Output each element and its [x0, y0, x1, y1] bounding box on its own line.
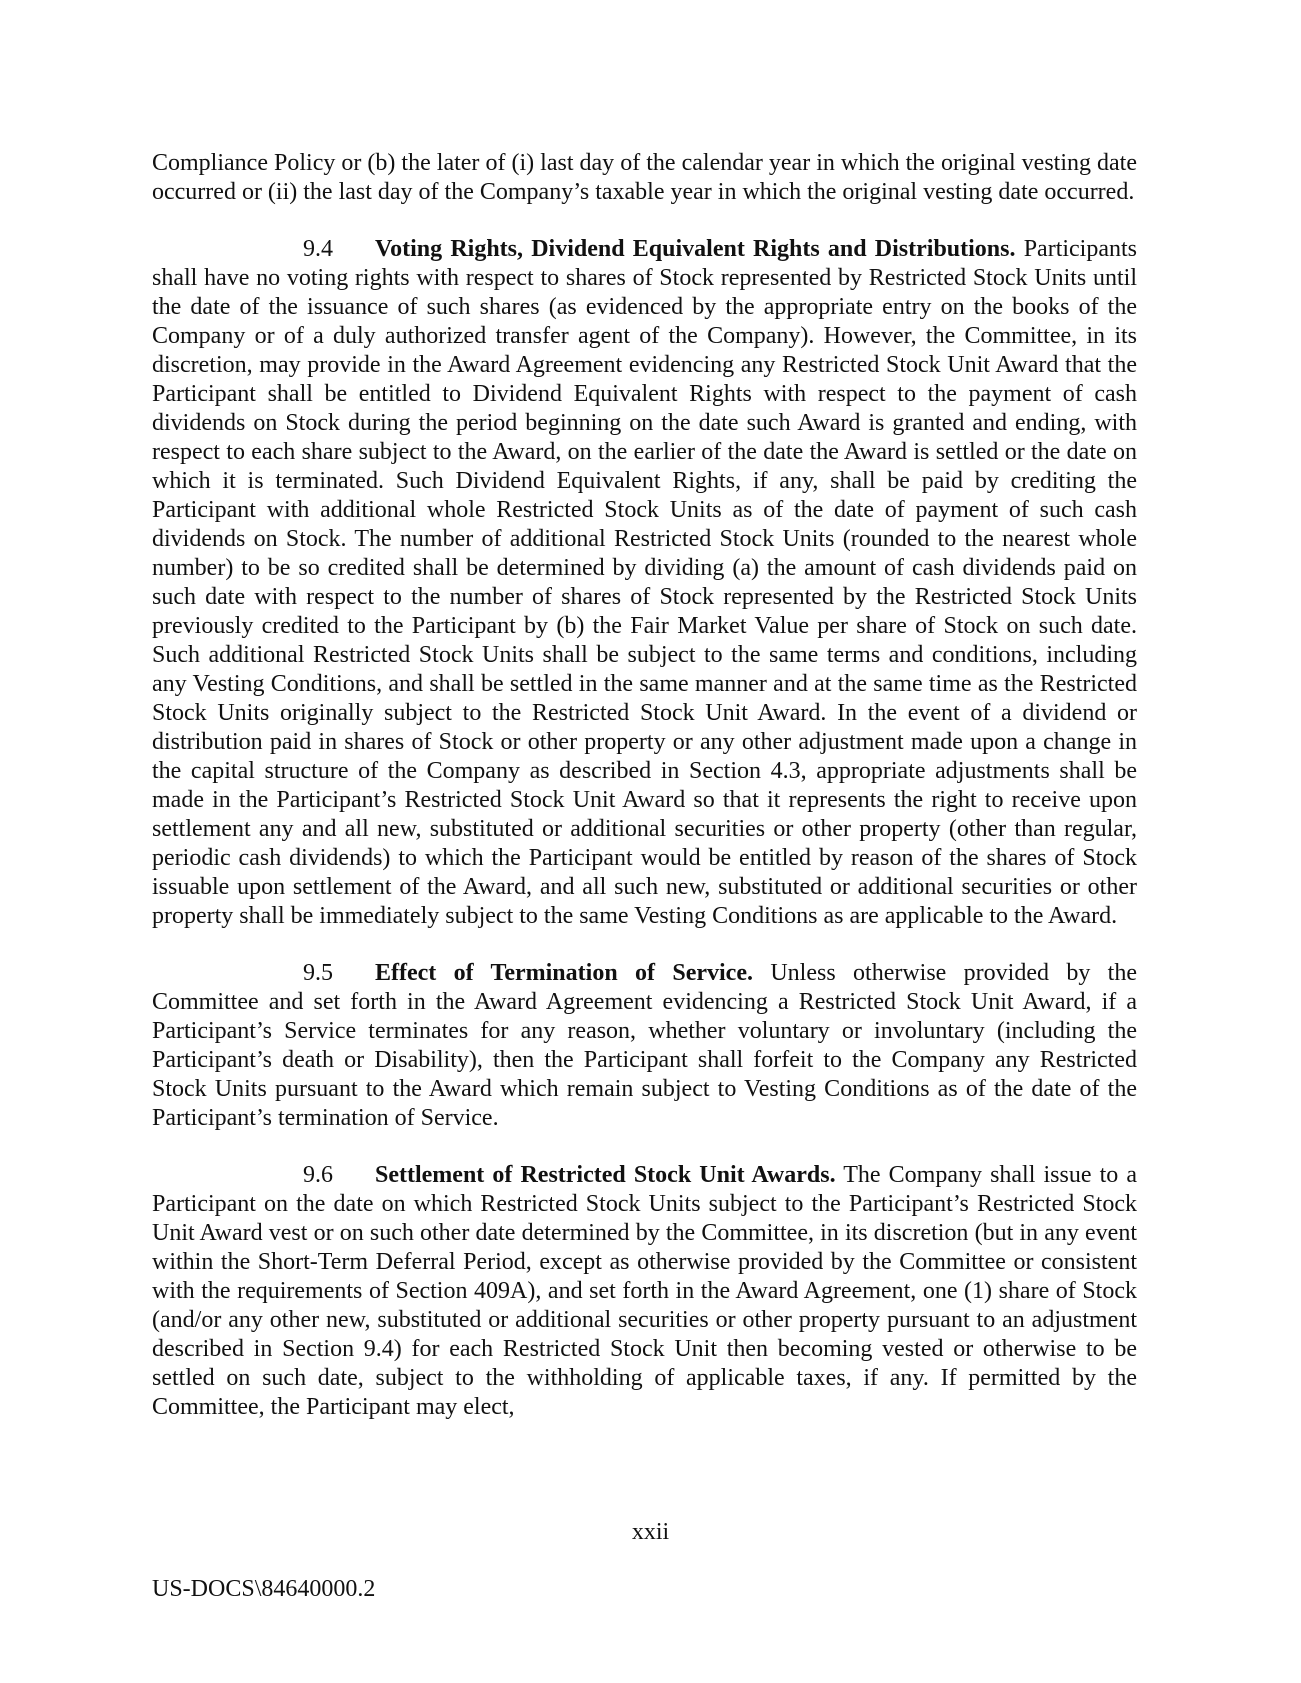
- section-number: 9.5: [303, 960, 333, 986]
- section-heading: Effect of Termination of Service.: [375, 960, 753, 986]
- section-9-6: [152, 1161, 1137, 1422]
- document-id-footer: US-DOCS\84640000.2: [152, 1576, 376, 1602]
- page-number: xxii: [631, 1519, 670, 1545]
- section-text: Unless otherwise provided by the Committee and set forth in the Award Agreement evidencing a Restricted Stock Unit Award, if a Participant’s Service terminates for any reason, whether voluntary or involuntary (including the Participant’s death or Disability), then the Participant shall forfeit to the Company any Restricted Stock Units pursuant to the Award which remain subject to Vesting Conditions as of the date of the Participant’s termination of Service.: [152, 960, 1138, 1131]
- section-text: The Company shall issue to a Participant on the date on which Restricted Stock Units subject to the Participant’s Restricted Stock Unit Award vest or on such other date determined by the Committee, in its discretion (but in any event within the Short-Term Deferral Period, except as otherwise provided by the Committee or consistent with the requirements of Section 409A), and set forth in the Award Agreement, one (1) share of Stock (and/or any other new, substituted or additional securities or other property pursuant to an adjustment described in Section 9.4) for each Restricted Stock Unit then becoming vested or otherwise to be settled on such date, subject to the withholding of applicable taxes, if any. If permitted by the Committee, the Participant may elect,: [152, 1162, 1137, 1420]
- section-number: 9.4: [303, 236, 333, 262]
- document-body: [152, 149, 1137, 1422]
- section-text: Participants shall have no voting rights with respect to shares of Stock represented by Restricted Stock Units until the date of the issuance of such shares (as evidenced by the appropriate entry on the books of the Company or of a duly authorized transfer agent of the Company). However, the Committee, in its discretion, may provide in the Award Agreement evidencing any Restricted Stock Unit Award that the Participant shall be entitled to Dividend Equivalent Rights with respect to the payment of cash dividends on Stock during the period beginning on the date such Award is granted and ending, with respect to each share subject to the Award, on the earlier of the date the Award is settled or the date on which it is terminated. Such Dividend Equivalent Rights, if any, shall be paid by crediting the Participant with additional whole Restricted Stock Units as of the date of payment of such cash dividends on Stock. The number of additional Restricted Stock Units (rounded to the nearest whole number) to be so credited shall be determined by dividing (a) the amount of cash dividends paid on such date with respect to the number of shares of Stock represented by the Restricted Stock Units previously credited to the Participant by (b) the Fair Market Value per share of Stock on such date. Such additional Restricted Stock Units shall be subject to the same terms and conditions, including any Vesting Conditions, and shall be settled in the same manner and at the same time as the Restricted Stock Units originally subject to the Restricted Stock Unit Award. In the event of a dividend or distribution paid in shares of Stock or other property or any other adjustment made upon a change in the capital structure of the Company as described in Section 4.3, appropriate adjustments shall be made in the Participant’s Restricted Stock Unit Award so that it represents the right to receive upon settlement any and all new, substituted or additional securities or other property (other than regular, periodic cash dividends) to which the Participant would be entitled by reason of the shares of Stock issuable upon settlement of the Award, and all such new, substituted or additional securities or other property shall be immediately subject to the same Vesting Conditions as are applicable to the Award.: [152, 236, 1138, 929]
- paragraph-text: Compliance Policy or (b) the later of (i) last day of the calendar year in which the original vesting date occurred or (ii) the last day of the Company’s taxable year in which the original vesting date occurred.: [152, 150, 1137, 205]
- paragraph-continuation: [152, 149, 1137, 207]
- section-heading: Voting Rights, Dividend Equivalent Rights and Distributions.: [375, 236, 1016, 262]
- section-9-4: [152, 235, 1137, 931]
- section-9-5: [152, 959, 1137, 1133]
- section-heading: Settlement of Restricted Stock Unit Awards.: [375, 1162, 836, 1188]
- section-number: 9.6: [303, 1162, 333, 1188]
